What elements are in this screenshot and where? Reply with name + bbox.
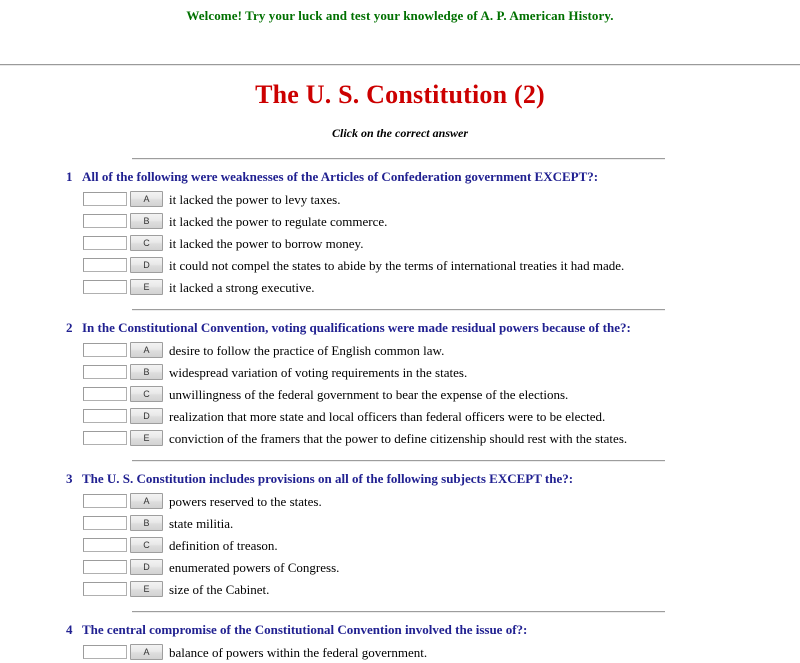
question-spacer	[0, 613, 800, 622]
answer-text: balance of powers within the federal government.	[169, 644, 428, 660]
answer-result-field[interactable]	[83, 560, 127, 574]
question-number: 2	[66, 320, 73, 335]
question-spacer	[0, 311, 800, 320]
question-block	[0, 298, 800, 449]
answer-text: it lacked the power to borrow money.	[169, 235, 364, 251]
answer-text: it lacked the power to regulate commerce.	[169, 213, 388, 229]
answer-choice-button-c[interactable]: C	[130, 235, 163, 251]
question-spacer	[0, 462, 800, 471]
answer-row	[0, 641, 800, 663]
answer-choice-button-d[interactable]: D	[130, 408, 163, 424]
answer-result-field[interactable]	[83, 387, 127, 401]
answer-text: it lacked a strong executive.	[169, 279, 315, 295]
question-heading	[0, 320, 800, 335]
answer-choice-button-a[interactable]: A	[130, 191, 163, 207]
answer-row	[0, 556, 800, 578]
answer-row	[0, 210, 800, 232]
question-heading	[0, 622, 800, 637]
question-text: The U. S. Constitution includes provisions on all of the following subjects EXCEPT the?:	[82, 471, 574, 486]
answer-result-field[interactable]	[83, 494, 127, 508]
question-block	[0, 600, 800, 663]
question-text: The central compromise of the Constitutional Convention involved the issue of?:	[82, 622, 528, 637]
answer-text: realization that more state and local officers than federal officers were to be elected.	[169, 408, 606, 424]
answer-choice-button-b[interactable]: B	[130, 515, 163, 531]
answer-text: it lacked the power to levy taxes.	[169, 191, 341, 207]
answer-row	[0, 232, 800, 254]
answer-text: powers reserved to the states.	[169, 493, 322, 509]
answer-text: conviction of the framers that the power to define citizenship should rest with the states.	[169, 430, 628, 446]
answer-row	[0, 361, 800, 383]
answer-row	[0, 339, 800, 361]
answer-row	[0, 512, 800, 534]
answer-row	[0, 188, 800, 210]
question-heading	[0, 169, 800, 184]
question-text: All of the following were weaknesses of the Articles of Confederation government EXCEPT?:	[82, 169, 599, 184]
answer-row	[0, 534, 800, 556]
question-spacer	[0, 449, 800, 460]
answer-choice-button-e[interactable]: E	[130, 581, 163, 597]
answer-result-field[interactable]	[83, 192, 127, 206]
answer-result-field[interactable]	[83, 258, 127, 272]
answer-choice-button-d[interactable]: D	[130, 257, 163, 273]
answer-result-field[interactable]	[83, 236, 127, 250]
answer-choice-button-a[interactable]: A	[130, 493, 163, 509]
quiz-container	[0, 141, 800, 663]
question-spacer	[0, 147, 800, 158]
answer-choice-button-a[interactable]: A	[130, 644, 163, 660]
answer-result-field[interactable]	[83, 343, 127, 357]
answer-text: unwillingness of the federal government to bear the expense of the elections.	[169, 386, 569, 402]
answer-choice-button-e[interactable]: E	[130, 430, 163, 446]
answer-row	[0, 578, 800, 600]
question-number: 4	[66, 622, 73, 637]
answer-choice-button-c[interactable]: C	[130, 537, 163, 553]
answer-text: enumerated powers of Congress.	[169, 559, 340, 575]
question-number: 1	[66, 169, 73, 184]
question-text: In the Constitutional Convention, voting qualifications were made residual powers because of the?:	[82, 320, 631, 335]
answer-text: it could not compel the states to abide by the terms of international treaties it had made.	[169, 257, 625, 273]
page-title: The U. S. Constitution (2)	[255, 80, 545, 109]
answer-result-field[interactable]	[83, 538, 127, 552]
answer-text: widespread variation of voting requirements in the states.	[169, 364, 468, 380]
answer-result-field[interactable]	[83, 516, 127, 530]
answer-list	[0, 184, 800, 298]
answer-result-field[interactable]	[83, 431, 127, 445]
question-block	[0, 147, 800, 298]
answer-text: desire to follow the practice of English common law.	[169, 342, 445, 358]
answer-result-field[interactable]	[83, 280, 127, 294]
answer-result-field[interactable]	[83, 645, 127, 659]
answer-choice-button-c[interactable]: C	[130, 386, 163, 402]
answer-row	[0, 383, 800, 405]
answer-choice-button-e[interactable]: E	[130, 279, 163, 295]
question-heading	[0, 471, 800, 486]
answer-text: size of the Cabinet.	[169, 581, 270, 597]
answer-choice-button-b[interactable]: B	[130, 364, 163, 380]
answer-result-field[interactable]	[83, 409, 127, 423]
answer-list	[0, 335, 800, 449]
answer-row	[0, 405, 800, 427]
answer-result-field[interactable]	[83, 365, 127, 379]
answer-row	[0, 490, 800, 512]
answer-choice-button-d[interactable]: D	[130, 559, 163, 575]
question-block	[0, 449, 800, 600]
answer-row	[0, 276, 800, 298]
welcome-message: Welcome! Try your luck and test your knowledge of A. P. American History.	[186, 8, 614, 23]
answer-result-field[interactable]	[83, 214, 127, 228]
question-spacer	[0, 298, 800, 309]
answer-list	[0, 486, 800, 600]
answer-choice-button-b[interactable]: B	[130, 213, 163, 229]
question-number: 3	[66, 471, 73, 486]
answer-choice-button-a[interactable]: A	[130, 342, 163, 358]
question-spacer	[0, 600, 800, 611]
page-subtitle: Click on the correct answer	[331, 126, 468, 140]
answer-list	[0, 637, 800, 663]
answer-row	[0, 427, 800, 449]
welcome-banner	[0, 0, 800, 25]
question-spacer	[0, 160, 800, 169]
answer-row	[0, 254, 800, 276]
answer-text: definition of treason.	[169, 537, 278, 553]
answer-result-field[interactable]	[83, 582, 127, 596]
answer-text: state militia.	[169, 515, 234, 531]
